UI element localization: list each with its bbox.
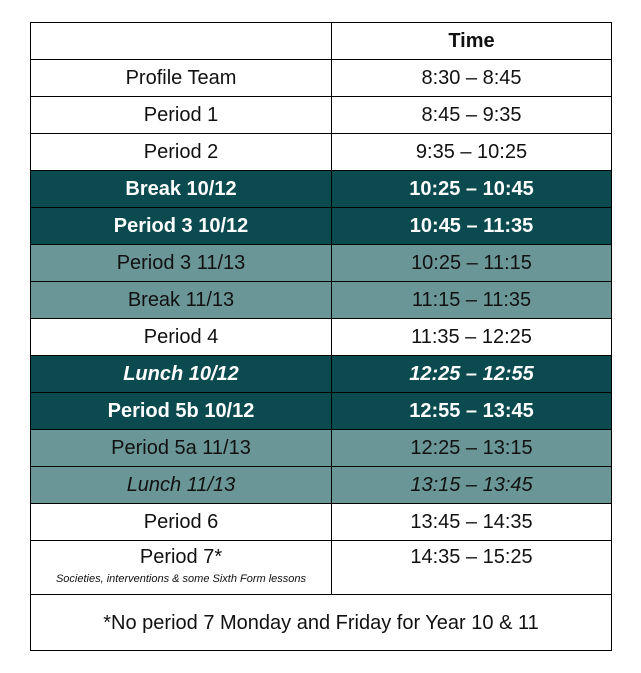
time-column-header: Time (332, 23, 612, 60)
period-time: 11:15 – 11:35 (332, 282, 612, 319)
table-row (31, 60, 612, 97)
period-time: 11:35 – 12:25 (332, 319, 612, 356)
table-row (31, 393, 612, 430)
period-label: Period 3 11/13 (31, 245, 332, 282)
table-row (31, 467, 612, 504)
table-row (31, 97, 612, 134)
period-label-cell (31, 541, 332, 595)
footnote-text: *No period 7 Monday and Friday for Year 10 & 11 (31, 595, 612, 651)
table-header-row (31, 23, 612, 60)
table-row (31, 430, 612, 467)
period-label: Break 10/12 (31, 171, 332, 208)
period-sublabel: Societies, interventions & some Sixth Form lessons (55, 573, 307, 585)
period-time: 10:45 – 11:35 (332, 208, 612, 245)
table-row (31, 504, 612, 541)
period-label: Period 7* (139, 546, 223, 568)
period-label: Period 4 (31, 319, 332, 356)
period-label: Period 3 10/12 (31, 208, 332, 245)
period-label: Period 5a 11/13 (31, 430, 332, 467)
period-label: Lunch 10/12 (31, 356, 332, 393)
period-time: 8:45 – 9:35 (332, 97, 612, 134)
period-time: 10:25 – 11:15 (332, 245, 612, 282)
period-label: Period 2 (31, 134, 332, 171)
period-time: 12:25 – 13:15 (332, 430, 612, 467)
period-time: 10:25 – 10:45 (332, 171, 612, 208)
table-row (31, 319, 612, 356)
period-time: 13:15 – 13:45 (332, 467, 612, 504)
period-time: 9:35 – 10:25 (332, 134, 612, 171)
table-row (31, 245, 612, 282)
period-time: 14:35 – 15:25 (332, 541, 612, 595)
period-label: Break 11/13 (31, 282, 332, 319)
period-time: 13:45 – 14:35 (332, 504, 612, 541)
period-label: Period 1 (31, 97, 332, 134)
table-row (31, 356, 612, 393)
period-label: Period 5b 10/12 (31, 393, 332, 430)
table-row (31, 171, 612, 208)
table-row (31, 208, 612, 245)
timetable (30, 22, 612, 651)
period-time: 12:25 – 12:55 (332, 356, 612, 393)
period-column-header (31, 23, 332, 60)
table-row (31, 282, 612, 319)
period-label: Lunch 11/13 (31, 467, 332, 504)
period-label: Period 6 (31, 504, 332, 541)
table-row (31, 541, 612, 595)
footnote-row (31, 595, 612, 651)
table-row (31, 134, 612, 171)
period-time: 8:30 – 8:45 (332, 60, 612, 97)
period-label: Profile Team (31, 60, 332, 97)
period-time: 12:55 – 13:45 (332, 393, 612, 430)
